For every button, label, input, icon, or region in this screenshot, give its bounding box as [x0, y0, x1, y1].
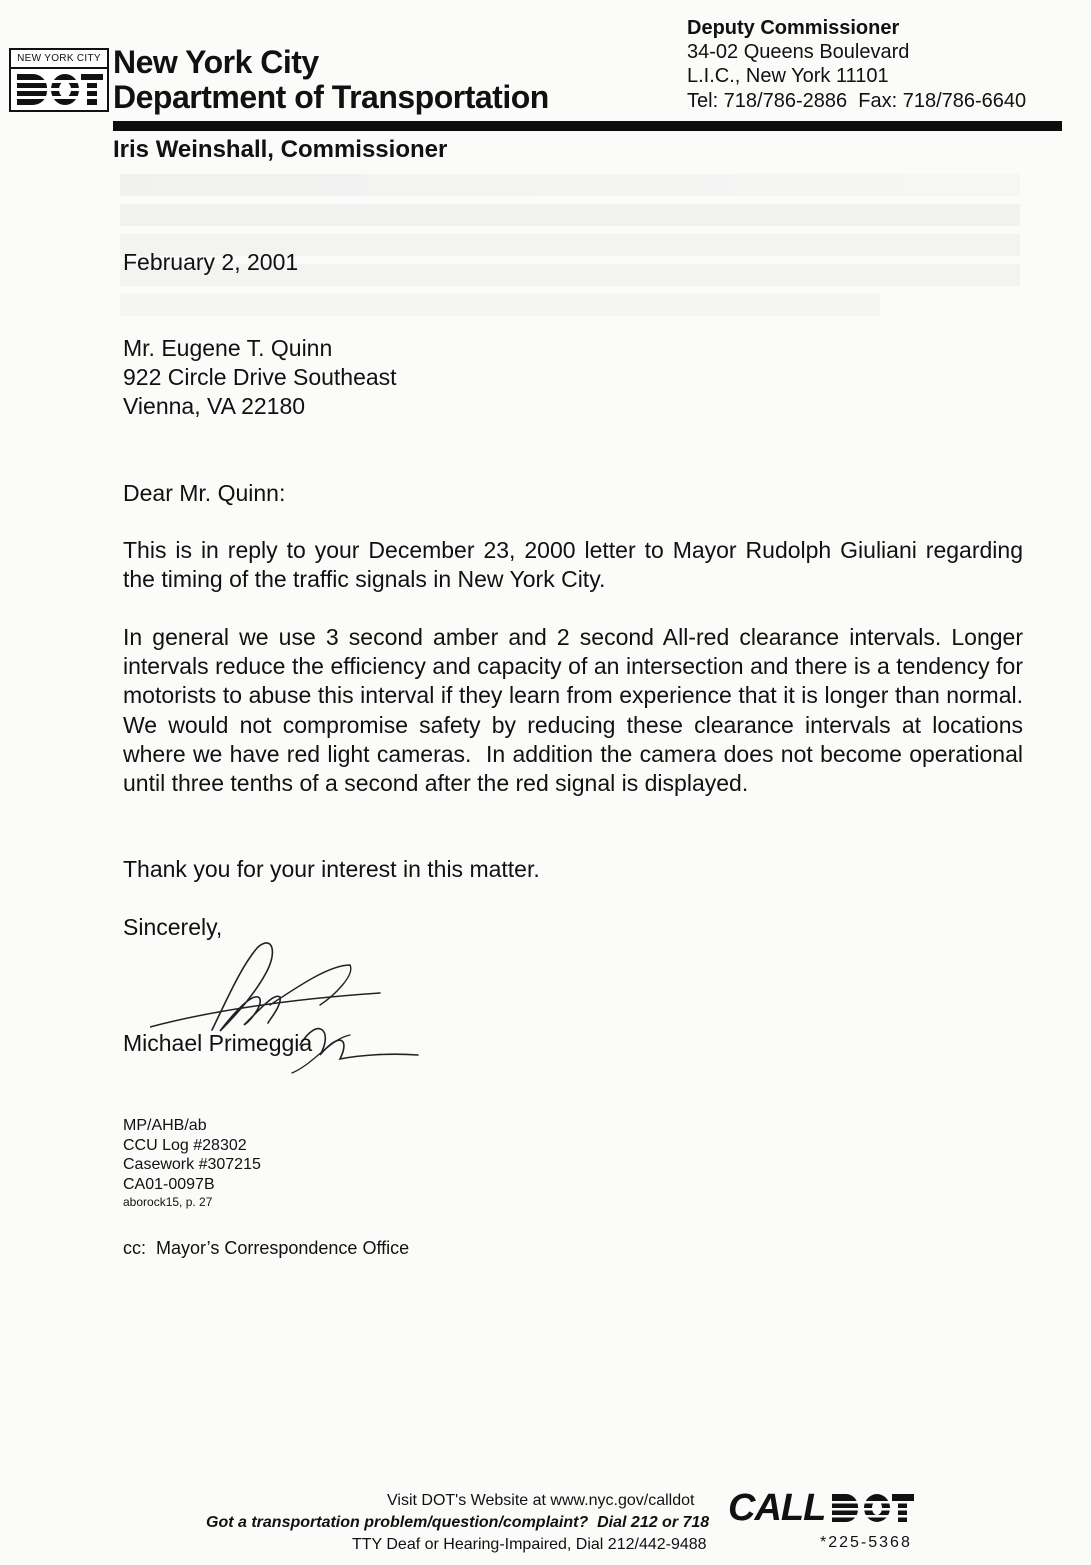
paragraph-2: In general we use 3 second amber and 2 second All-red clearance intervals. Longer intervals reduce the efficiency and capacity of an intersection and there is a tendency for motorists to abuse this interval if they learn from experience that it is longer than normal. We would not compromise safety by reducing these clearance intervals at locations where we have red light cameras. In addition the camera does not become operational until three tenths of a second after the red signal is displayed. [123, 624, 1036, 797]
reference-case-id: CA01-0097B [123, 1175, 215, 1193]
recipient-street: 922 Circle Drive Southeast [123, 364, 397, 390]
recipient-address [123, 334, 397, 421]
office-address-line2: L.I.C., New York 11101 [687, 65, 889, 87]
logo-small-text: NEW YORK CITY [11, 50, 107, 69]
closing: Sincerely, [123, 914, 223, 940]
calldot-number: *225-5368 [820, 1534, 912, 1551]
reference-block [123, 1116, 261, 1210]
reference-initials: MP/AHB/ab [123, 1117, 207, 1134]
org-name-line1: New York City [113, 44, 319, 80]
recipient-name: Mr. Eugene T. Quinn [123, 335, 333, 361]
reference-casework: Casework #307215 [123, 1156, 261, 1173]
office-phone-fax: Tel: 718/786-2886 Fax: 718/786-6640 [687, 90, 1027, 112]
reference-file-note: aborock15, p. 27 [123, 1195, 213, 1209]
footer-tty-line: TTY Deaf or Hearing-Impaired, Dial 212/442-9488 [352, 1536, 707, 1553]
footer-website: Visit DOT's Website at www.nyc.gov/calldot [387, 1492, 695, 1509]
recipient-city: Vienna, VA 22180 [123, 393, 306, 419]
office-title: Deputy Commissioner [687, 17, 900, 39]
footer-problem-line: Got a transportation problem/question/complaint? Dial 212 or 718 [206, 1514, 710, 1531]
calldot-text: CALL [728, 1487, 826, 1529]
dot-logo [9, 48, 109, 112]
paragraph-1: This is in reply to your December 23, 2000 letter to Mayor Rudolph Giuliani regarding the timing of the traffic signals in New York City. [123, 537, 1023, 593]
cc-line: cc: Mayor’s Correspondence Office [123, 1238, 410, 1258]
letter-date: February 2, 2001 [123, 249, 299, 275]
dot-logo-mark [13, 71, 105, 108]
header-rule [113, 121, 1062, 131]
calldot-dot-mark [830, 1493, 916, 1523]
salutation: Dear Mr. Quinn: [123, 480, 286, 506]
signature [150, 935, 430, 1085]
paragraph-3: Thank you for your interest in this matter. [123, 856, 540, 882]
reference-ccu-log: CCU Log #28302 [123, 1136, 247, 1154]
commissioner-name: Iris Weinshall, Commissioner [113, 136, 448, 163]
org-name-line2: Department of Transportation [113, 79, 549, 115]
office-address-line1: 34-02 Queens Boulevard [687, 41, 910, 63]
signer-name: Michael Primeggia [123, 1030, 313, 1056]
